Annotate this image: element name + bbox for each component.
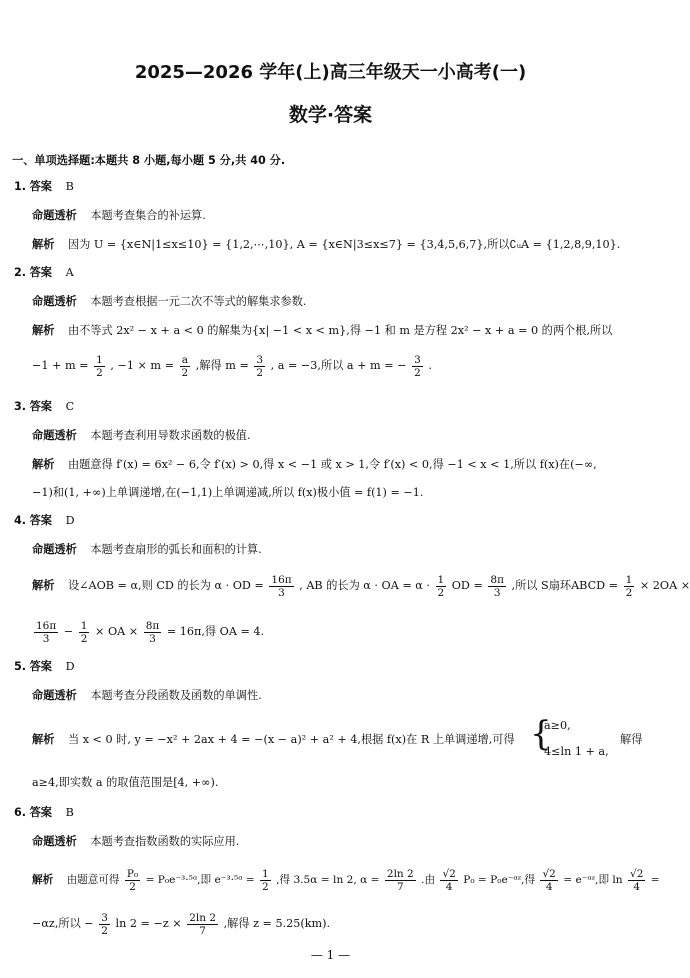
q3-insight-label: 命题透析 xyxy=(32,429,77,442)
q4-answer: D xyxy=(65,514,75,527)
q1-insight-label: 命题透析 xyxy=(32,209,77,222)
q3-analysis-text-1: 由题意得 f′(x) = 6x² − 6,令 f′(x) > 0,得 x < −1 或 x > 1,令 f′(x) < 0,得 −1 < x < 1,所以 f(x)在(−∞, xyxy=(67,458,597,471)
q4-insight: 本题考查扇形的弧长和面积的计算. xyxy=(90,543,262,556)
q5-answer-line xyxy=(14,660,75,674)
q4-fraction-f: $\frac{1}{2}$ xyxy=(80,619,88,645)
q4-analysis-line-1 xyxy=(32,572,690,600)
q4-insight-line xyxy=(32,543,262,557)
q4-expr-e: × 2OA × xyxy=(639,579,690,592)
q6-expr-i: ln 2 = −z × xyxy=(115,917,182,930)
q5-insight-line xyxy=(32,689,262,703)
q5-analysis-label: 解析 xyxy=(32,733,55,746)
q2-number: 2. xyxy=(14,266,27,279)
q6-fraction-b: $\frac{1}{2}$ xyxy=(262,867,269,893)
q4-expr-d: ,所以 S扇环ABCD = xyxy=(511,579,619,592)
q2-analysis-line-2 xyxy=(32,352,432,380)
page-subtitle: 数学·答案 xyxy=(288,104,373,126)
q4-fraction-d: $\frac{1}{2}$ xyxy=(625,573,633,599)
q4-answer-label: 答案 xyxy=(29,514,52,527)
q6-insight: 本题考查指数函数的实际应用. xyxy=(90,835,240,848)
q2-fraction-3: $\frac{3}{2}$ xyxy=(256,353,264,379)
q2-fraction-4: $\frac{3}{2}$ xyxy=(414,353,421,379)
q6-expr-j: ,解得 z = 5.25(km). xyxy=(223,917,331,930)
q3-answer-label: 答案 xyxy=(29,400,52,413)
q2-expr-2: , −1 × m = xyxy=(110,359,174,372)
q4-expr-b: , AB 的长为 α · OA = α · xyxy=(299,579,430,592)
q2-expr-1: −1 + m = xyxy=(32,359,89,372)
q6-fraction-a: $\frac{\text{P₀}}{2}$ xyxy=(126,867,139,893)
q2-insight: 本题考查根据一元二次不等式的解集求参数. xyxy=(90,295,307,308)
q2-expr-5: . xyxy=(428,359,432,372)
q1-number: 1. xyxy=(14,180,27,193)
q5-answer-label: 答案 xyxy=(29,660,52,673)
q2-analysis-text-1: 由不等式 2x² − x + a < 0 的解集为{x| −1 < x < m},得 −1 和 m 是方程 2x² − x + a = 0 的两个根,所以 xyxy=(67,324,613,337)
q6-expr-c: ,得 3.5α = ln 2, α = xyxy=(276,874,380,886)
q2-analysis-label: 解析 xyxy=(32,324,55,337)
q3-analysis-label: 解析 xyxy=(32,458,55,471)
q3-answer-line xyxy=(14,400,74,414)
q4-expr-g: × OA × xyxy=(95,625,139,638)
q5-analysis-line-2: a≥4,即实数 a 的取值范围是[4, +∞). xyxy=(32,776,219,789)
q4-fraction-a: $\frac{16\pi}{3}$ xyxy=(271,573,292,599)
q2-fraction-1: $\frac{1}{2}$ xyxy=(96,353,103,379)
q6-analysis-line-2 xyxy=(32,910,330,938)
q4-expr-a: 设∠AOB = α,则 CD 的长为 α · OD = xyxy=(67,579,264,592)
q2-expr-3: ,解得 m = xyxy=(195,359,249,372)
q1-answer-label: 答案 xyxy=(29,180,52,193)
q5-insight-label: 命题透析 xyxy=(32,689,77,702)
q6-expr-g: = xyxy=(650,874,660,886)
page-number: — 1 — xyxy=(310,948,351,962)
q3-analysis-line-1 xyxy=(32,458,597,472)
q5-analysis-text-1: 当 x < 0 时, y = −x² + 2ax + 4 = −(x − a)² + a² + 4,根据 f(x)在 R 上单调递增,可得 xyxy=(67,733,515,746)
q2-analysis-line-1 xyxy=(32,324,612,338)
q6-fraction-d: $\frac{√2}{4}$ xyxy=(442,867,456,893)
q4-analysis-line-2 xyxy=(32,618,264,646)
q6-fraction-c: $\frac{2\ln 2}{7}$ xyxy=(386,867,414,893)
q4-analysis-label: 解析 xyxy=(32,579,55,592)
q6-expr-a: 由题意可得 xyxy=(66,874,120,886)
q4-number: 4. xyxy=(14,514,27,527)
q5-insight: 本题考查分段函数及函数的单调性. xyxy=(90,689,262,702)
q5-analysis-line-1 xyxy=(32,733,515,747)
q6-insight-label: 命题透析 xyxy=(32,835,77,848)
q6-expr-f: = e⁻ᵅᶻ,即 ln xyxy=(563,874,623,886)
q2-expr-4: , a = −3,所以 a + m = − xyxy=(270,359,407,372)
q6-expr-h: −αz,所以 − xyxy=(32,917,94,930)
q3-insight-line xyxy=(32,429,251,443)
q3-insight: 本题考查利用导数求函数的极值. xyxy=(90,429,251,442)
q6-fraction-e: $\frac{√2}{4}$ xyxy=(542,867,556,893)
q6-expr-b: = P₀e⁻³·⁵ᵅ,即 e⁻³·⁵ᵅ = xyxy=(145,874,255,886)
q4-fraction-b: $\frac{1}{2}$ xyxy=(437,573,445,599)
q1-insight: 本题考查集合的补运算. xyxy=(90,209,206,222)
q4-fraction-c: $\frac{8\pi}{3}$ xyxy=(490,573,504,599)
q6-answer-line xyxy=(14,806,74,820)
q2-answer-label: 答案 xyxy=(29,266,52,279)
q5-answer: D xyxy=(65,660,75,673)
q6-number: 6. xyxy=(14,806,27,819)
left-brace: { xyxy=(530,714,552,754)
q6-fraction-f: $\frac{√2}{4}$ xyxy=(630,867,644,893)
q6-analysis-label: 解析 xyxy=(32,874,54,886)
q2-answer-line xyxy=(14,266,74,280)
page-title: 2025—2026 学年(上)高三年级天一小高考(一) xyxy=(134,62,527,83)
q4-expr-h: = 16π,得 OA = 4. xyxy=(166,625,265,638)
q1-analysis: 因为 U = {x∈N|1≤x≤10} = {1,2,⋯,10}, A = {x∈N|3≤x≤7} = {3,4,5,6,7},所以∁ᵤA = {1,2,8,9,10}. xyxy=(67,238,621,251)
q3-analysis-line-2: −1)和(1, +∞)上单调递增,在(−1,1)上单调递减,所以 f(x)极小值 = f(1) = −1. xyxy=(32,486,424,499)
q1-insight-line xyxy=(32,209,206,223)
q4-fraction-e: $\frac{16\pi}{3}$ xyxy=(36,619,57,645)
q4-insight-label: 命题透析 xyxy=(32,543,77,556)
q2-insight-line xyxy=(32,295,306,309)
q5-case-2: 4≤ln 1 + a, xyxy=(544,745,609,758)
q2-fraction-2: $\frac{a}{2}$ xyxy=(181,353,189,379)
section-heading: 一、单项选择题:本题共 8 小题,每小题 5 分,共 40 分. xyxy=(12,154,286,167)
q2-insight-label: 命题透析 xyxy=(32,295,77,308)
q3-number: 3. xyxy=(14,400,27,413)
q4-answer-line xyxy=(14,514,75,528)
q6-fraction-g: $\frac{3}{2}$ xyxy=(101,911,108,937)
q4-fraction-g: $\frac{8\pi}{3}$ xyxy=(145,619,160,645)
q4-expr-f: − xyxy=(63,625,74,638)
q1-analysis-line xyxy=(32,238,620,252)
q6-fraction-h: $\frac{2\ln 2}{7}$ xyxy=(189,911,217,937)
q6-expr-e: P₀ = P₀e⁻ᵅᶻ,得 xyxy=(463,874,536,886)
q6-answer-label: 答案 xyxy=(29,806,52,819)
q5-after-brace: 解得 xyxy=(620,733,643,746)
q5-case-1: a≥0, xyxy=(544,719,571,732)
q5-number: 5. xyxy=(14,660,27,673)
q4-expr-c: OD = xyxy=(451,579,483,592)
q1-answer: B xyxy=(65,180,74,193)
q6-insight-line xyxy=(32,835,239,849)
q1-answer-line xyxy=(14,180,74,194)
q6-analysis-line-1 xyxy=(32,866,660,894)
q2-answer: A xyxy=(65,266,74,279)
q1-analysis-label: 解析 xyxy=(32,238,55,251)
q3-answer: C xyxy=(65,400,75,413)
q6-expr-d: .由 xyxy=(421,874,436,886)
q6-answer: B xyxy=(65,806,74,819)
